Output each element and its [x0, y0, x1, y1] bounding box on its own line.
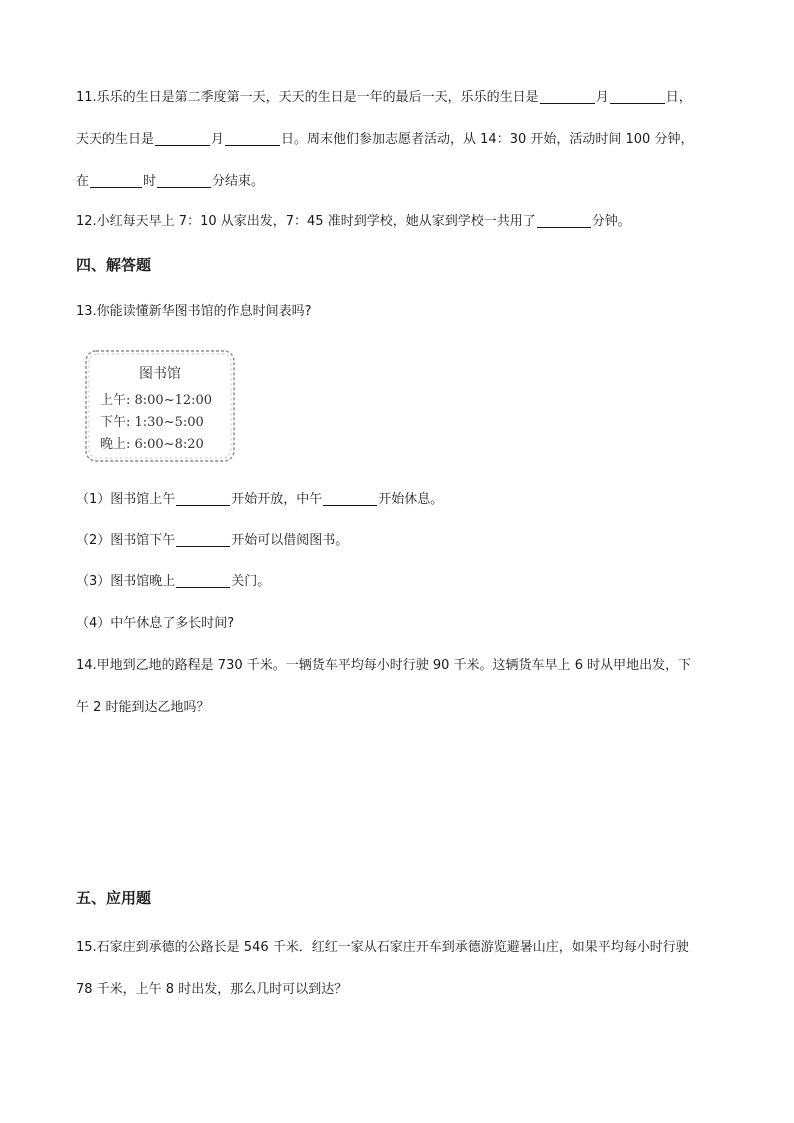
q11-text-c: 日。周末他们参加志愿者活动，从 14：30 开始，活动时间 100 分钟，	[281, 132, 694, 147]
q15-line1: 15.石家庄到承德的公路长是 546 千米．红红一家从石家庄开车到承德游览避暑山庄，如果平均每小时行驶	[76, 940, 689, 955]
q11-blank-month1[interactable]	[540, 89, 595, 104]
q12-text: 12.小红每天早上 7：10 从家出发，7：45 准时到学校，她从家到学校一共用了	[76, 214, 536, 229]
q13-blank-open[interactable]	[176, 491, 230, 506]
section5-heading: 五、应用题	[76, 889, 152, 907]
q13-sub1-c: 开始休息。	[378, 492, 444, 507]
q13-blank-close[interactable]	[176, 573, 230, 588]
q11-month-label-2: 月	[211, 132, 225, 147]
q13-sub1-b: 开始开放，中午	[231, 492, 323, 507]
schedule-morning: 上午: 8:00~12:00	[100, 393, 213, 408]
q13-blank-afternoon[interactable]	[176, 532, 230, 547]
library-schedule-card	[82, 347, 238, 465]
q13-sub1-a: （1）图书馆上午	[76, 492, 176, 507]
q11-blank-hour[interactable]	[90, 173, 142, 188]
q13-blank-rest[interactable]	[323, 491, 377, 506]
q14-line2: 午 2 时能到达乙地吗？	[76, 700, 210, 715]
q13-sub2-b: 开始可以借阅图书。	[231, 533, 349, 548]
q12-blank-minutes[interactable]	[537, 213, 591, 228]
q13-sub2	[76, 531, 734, 551]
q11-day-label: 日，	[665, 90, 692, 105]
q11-hour-label: 时	[143, 174, 157, 189]
q11-line2	[76, 130, 734, 150]
q11-text-d: 在	[76, 174, 90, 189]
schedule-content	[82, 347, 238, 465]
q13-sub1	[76, 490, 734, 510]
schedule-title: 图书馆	[139, 366, 181, 382]
schedule-evening: 晚上: 6:00~8:20	[100, 437, 204, 452]
section4-heading: 四、解答题	[76, 256, 152, 274]
q11-blank-day1[interactable]	[610, 89, 665, 104]
q11-blank-day2[interactable]	[225, 131, 280, 146]
q13-prompt: 13.你能读懂新华图书馆的作息时间表吗?	[76, 304, 312, 319]
q13-sub4: （4）中午休息了多长时间?	[76, 616, 235, 631]
q13-sub3-b: 关门。	[231, 574, 271, 589]
q13-sub3-a: （3）图书馆晚上	[76, 574, 176, 589]
q12-tail: 分钟。	[591, 214, 631, 229]
q11-blank-month2[interactable]	[155, 131, 210, 146]
q11-month-label: 月	[595, 90, 609, 105]
q12-line	[76, 212, 734, 232]
q14-line1: 14.甲地到乙地的路程是 730 千米。一辆货车平均每小时行驶 90 千米。这辆货车早上 6 时从甲地出发，下	[76, 658, 692, 673]
q11-text-a: 11.乐乐的生日是第二季度第一天，天天的生日是一年的最后一天，乐乐的生日是	[76, 90, 539, 105]
q13-sub2-a: （2）图书馆下午	[76, 533, 176, 548]
schedule-afternoon: 下午: 1:30~5:00	[100, 415, 204, 430]
q11-text-b: 天天的生日是	[76, 132, 155, 147]
q11-minute-label: 分结束。	[212, 174, 265, 189]
q11-line1	[76, 88, 734, 108]
q11-line3	[76, 172, 734, 192]
q13-sub3	[76, 572, 734, 592]
q15-line2: 78 千米，上午 8 时出发，那么几时可以到达？	[76, 982, 348, 997]
q11-blank-minute[interactable]	[157, 173, 211, 188]
